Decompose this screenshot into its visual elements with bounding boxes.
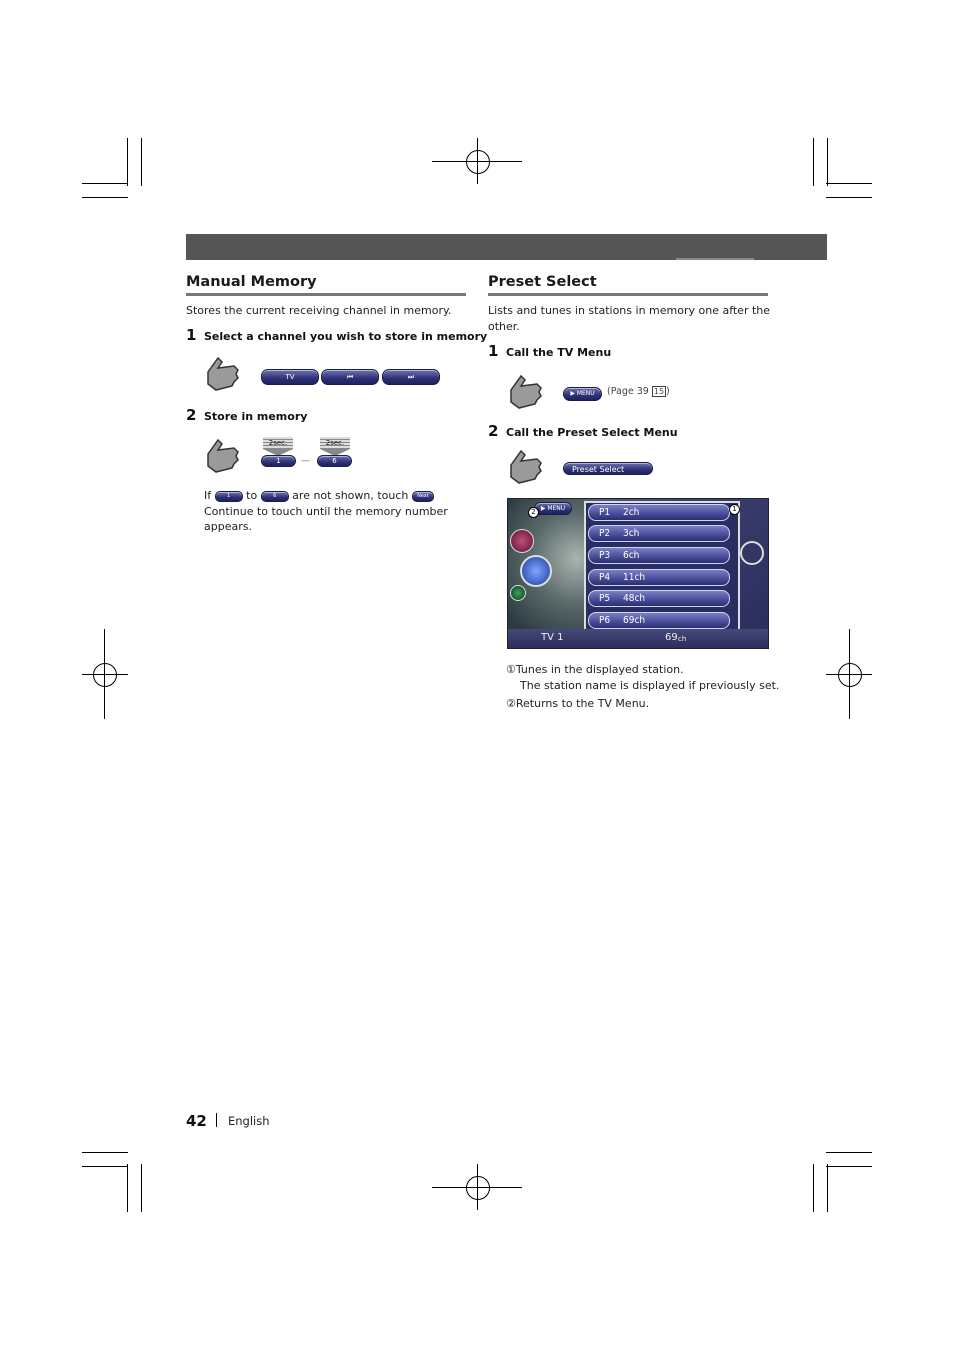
hand-touch-icon — [204, 436, 244, 476]
tv-button[interactable]: TV — [261, 369, 319, 385]
preset-item[interactable] — [588, 547, 730, 564]
step-number: 2 — [186, 406, 197, 424]
scroll-knob-icon[interactable] — [740, 541, 764, 565]
callout-1: 1 — [729, 504, 740, 515]
preset-1-button[interactable]: 1 — [215, 491, 243, 502]
preset-channel: 3ch — [623, 528, 640, 539]
header-bar — [186, 234, 827, 260]
preset-number: P2 — [599, 528, 611, 539]
preset-number: P1 — [599, 507, 611, 518]
page-number: 42 — [186, 1112, 207, 1130]
preset-item[interactable] — [588, 612, 730, 629]
preset-select-screen — [507, 498, 769, 649]
preset-select-button[interactable]: Preset Select — [563, 462, 653, 475]
desc-line: other. — [488, 319, 520, 333]
status-bar — [508, 629, 768, 648]
callout-notes — [506, 662, 779, 712]
step-text: Select a channel you wish to store in memory — [204, 330, 488, 343]
note-text: appears. — [204, 520, 252, 533]
note-text: The station name is displayed if previously set. — [520, 679, 780, 692]
footer-divider — [216, 1113, 217, 1127]
manual-memory-title: Manual Memory — [186, 274, 317, 290]
page-reference — [607, 386, 670, 397]
desc-line: Lists and tunes in stations in memory one after the — [488, 304, 771, 317]
channel-number: 69 — [665, 632, 678, 643]
hand-touch-icon — [507, 447, 547, 487]
step-number: 2 — [488, 422, 499, 440]
callout-marker: ② — [506, 697, 516, 710]
note-text: Tunes in the displayed station. — [515, 663, 684, 676]
preset-number: P4 — [599, 572, 611, 583]
preset-list — [584, 501, 740, 633]
preset-6-button[interactable]: 6 — [317, 455, 352, 467]
step-text: Store in memory — [204, 410, 308, 423]
preset-6-button[interactable]: 6 — [261, 491, 289, 502]
preset-item[interactable] — [588, 590, 730, 607]
note-text: to — [246, 489, 258, 502]
next-channel-button[interactable]: ⏭ — [382, 369, 440, 385]
preset-channel: 48ch — [623, 593, 646, 604]
step-number: 1 — [488, 342, 499, 360]
band-label: TV 1 — [541, 632, 564, 643]
note-text: Returns to the TV Menu. — [515, 697, 650, 710]
range-dash: — — [301, 456, 310, 466]
screen-menu-button[interactable]: ▶ MENU — [534, 502, 572, 515]
preset-number: P3 — [599, 550, 611, 561]
edit-icon[interactable] — [510, 585, 526, 601]
next-button[interactable]: Next — [412, 491, 434, 502]
preset-select-title: Preset Select — [488, 274, 597, 290]
hold-duration-label: 2sec. — [263, 437, 293, 449]
hand-touch-icon — [507, 372, 547, 412]
preset-1-button[interactable]: 1 — [261, 455, 296, 467]
channel-unit: ch — [678, 635, 687, 643]
preset-channel: 11ch — [623, 572, 646, 583]
section-rule — [186, 293, 466, 296]
back-arrow-icon[interactable] — [520, 555, 552, 587]
pause-icon[interactable] — [510, 529, 534, 553]
preset-channel: 2ch — [623, 507, 640, 518]
hold-duration-label: 2sec. — [320, 437, 350, 449]
preset-select-desc — [488, 303, 770, 334]
preset-number: P5 — [599, 593, 611, 604]
callout-marker: ① — [506, 663, 516, 676]
preset-item[interactable] — [588, 525, 730, 542]
hand-touch-icon — [204, 354, 244, 394]
note-text: are not shown, touch — [292, 489, 409, 502]
page-ref-text: ) — [666, 386, 670, 397]
page-ref-text: (Page 39 — [607, 386, 649, 397]
language-label: English — [228, 1114, 270, 1128]
page-ref-box: 15 — [653, 387, 665, 396]
manual-memory-note — [204, 488, 466, 535]
step-text: Call the TV Menu — [506, 346, 612, 359]
step-number: 1 — [186, 326, 197, 344]
preset-channel: 69ch — [623, 615, 646, 626]
preset-item[interactable] — [588, 569, 730, 586]
preset-number: P6 — [599, 615, 611, 626]
callout-2: 2 — [528, 507, 539, 518]
previous-channel-button[interactable]: ⏮ — [321, 369, 379, 385]
note-text: Continue to touch until the memory number — [204, 504, 448, 518]
note-text: If — [204, 489, 212, 502]
preset-channel: 6ch — [623, 550, 640, 561]
section-rule — [488, 293, 768, 296]
preset-item[interactable] — [588, 504, 730, 521]
manual-memory-desc: Stores the current receiving channel in memory. — [186, 304, 452, 317]
menu-button[interactable]: ▶ MENU — [563, 387, 602, 401]
step-text: Call the Preset Select Menu — [506, 426, 678, 439]
